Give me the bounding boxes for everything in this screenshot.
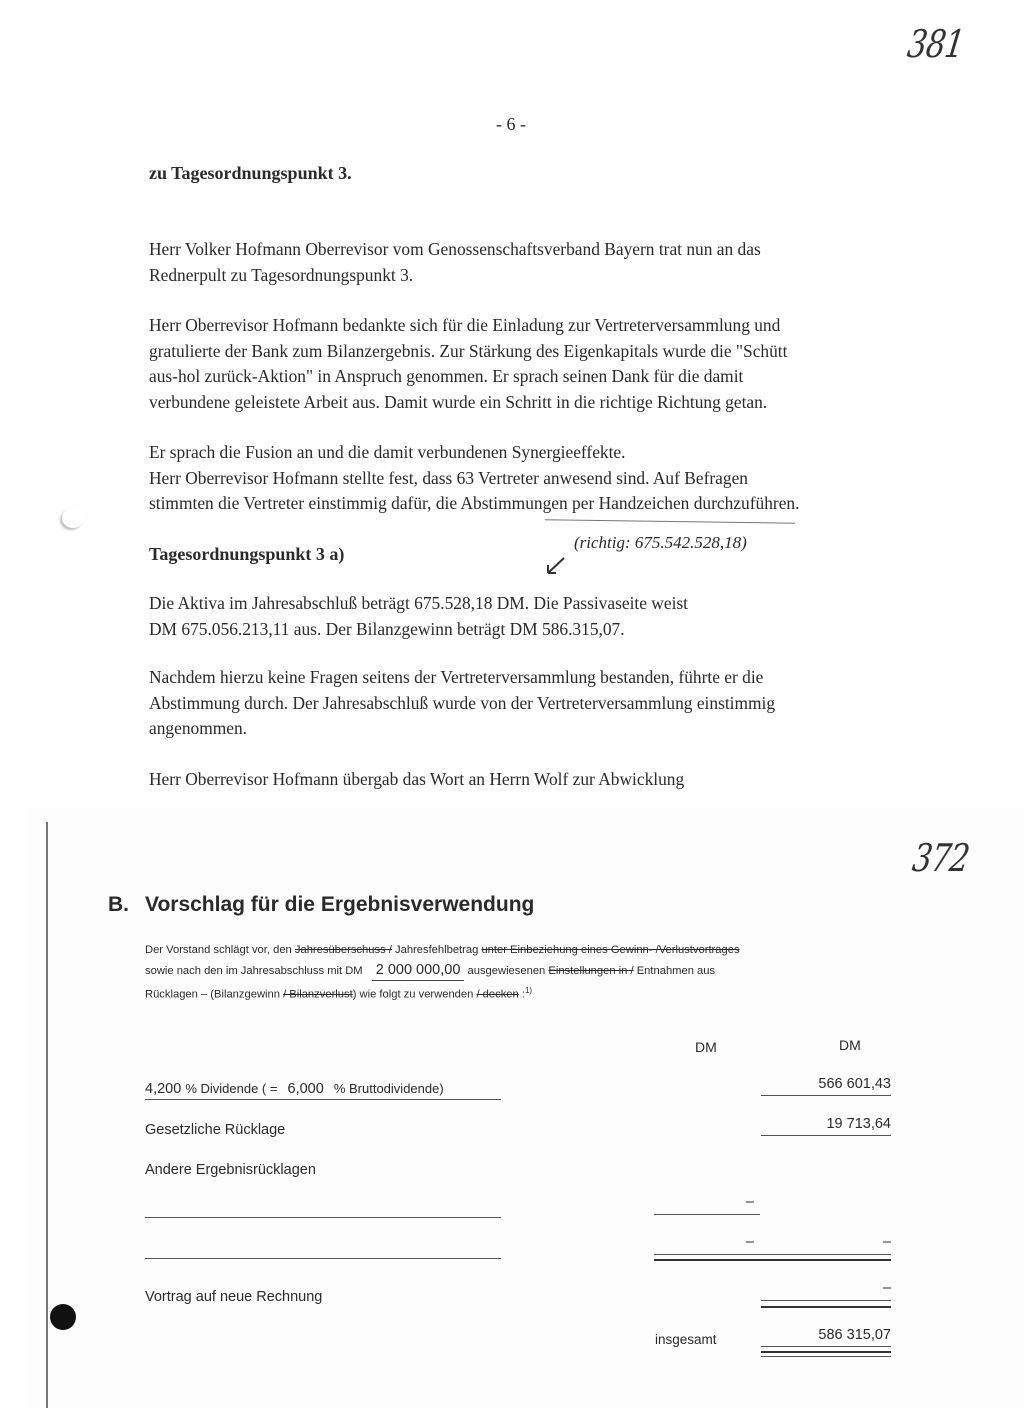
struck-text: Einstellungen in / bbox=[548, 965, 634, 977]
intro-text: sowie nach den im Jahresabschluss mit DM bbox=[145, 965, 366, 977]
section-title: Vorschlag für die Ergebnisverwendung bbox=[145, 893, 535, 916]
amount-underline bbox=[761, 1346, 891, 1347]
text-line: Herr Volker Hofmann Oberrevisor vom Genossenschaftsverband Bayern trat nun an das bbox=[149, 239, 761, 259]
amount-underline bbox=[761, 1095, 891, 1096]
handwritten-underline bbox=[545, 519, 795, 523]
intro-text: ) wie folgt zu verwenden bbox=[352, 988, 477, 1001]
text-line: Die Aktiva im Jahresabschluß beträgt 675.528,18 DM. Die Passivaseite weist bbox=[149, 593, 689, 613]
intro-text: ausgewiesenen bbox=[464, 965, 549, 977]
punch-hole bbox=[62, 508, 84, 528]
intro-line-2 bbox=[145, 960, 740, 981]
intro-text: : bbox=[518, 988, 525, 1001]
amount-underline bbox=[654, 1214, 760, 1215]
amount-double-underline bbox=[654, 1259, 891, 1261]
carry-forward-amount: – bbox=[882, 1280, 891, 1296]
other-reserves-sub1: – bbox=[745, 1194, 754, 1210]
handwritten-folio-number: 381 bbox=[904, 22, 967, 66]
blank-entry-line bbox=[145, 1217, 501, 1218]
text-line: angenommen. bbox=[149, 718, 248, 738]
other-reserves-label: Andere Ergebnisrücklagen bbox=[145, 1162, 316, 1178]
legal-reserve-amount: 19 713,64 bbox=[826, 1116, 891, 1132]
text-line: DM 675.056.213,11 aus. Der Bilanzgewinn beträgt DM 586.315,07. bbox=[149, 618, 625, 639]
dividend-text: % Bruttodividende) bbox=[333, 1081, 444, 1096]
amount-double-underline bbox=[761, 1306, 891, 1308]
text-line: Nachdem hierzu keine Fragen seitens der Vertreterversammlung bestanden, führte er die bbox=[149, 667, 764, 687]
other-reserves-sub2: – bbox=[745, 1234, 754, 1250]
text-line: Herr Oberrevisor Hofmann bedankte sich für die Einladung zur Vertreterversammlung und bbox=[149, 315, 781, 335]
paragraph-handover: Herr Oberrevisor Hofmann übergab das Wort an Herrn Wolf zur Abwicklung bbox=[149, 769, 685, 789]
text-line: verbundene geleistete Arbeit aus. Damit wurde ein Schritt in die richtige Richtung getan. bbox=[149, 391, 768, 412]
column-header-dm-1: DM bbox=[695, 1039, 717, 1055]
text-line: Herr Oberrevisor Hofmann stellte fest, dass 63 Vertreter anwesend sind. Auf Befragen bbox=[149, 467, 748, 488]
ink-blot bbox=[50, 1304, 76, 1330]
legal-reserve-label: Gesetzliche Rücklage bbox=[145, 1122, 286, 1138]
carry-forward-label: Vortrag auf neue Rechnung bbox=[145, 1289, 323, 1305]
paragraph-intro bbox=[149, 237, 761, 288]
intro-text: Der Vorstand schlägt vor, den bbox=[145, 944, 295, 956]
dividend-underline bbox=[145, 1099, 501, 1100]
proposal-intro bbox=[145, 940, 740, 1005]
page-number: - 6 - bbox=[496, 114, 526, 134]
sheet-left-edge bbox=[46, 822, 48, 1408]
amount-double-underline bbox=[761, 1351, 891, 1353]
total-amount: 586 315,07 bbox=[818, 1327, 891, 1343]
paragraph-fusion bbox=[149, 440, 799, 517]
struck-text: unter Einbeziehung eines Gewinn- /Verlustvortrages bbox=[481, 944, 740, 956]
text-line: stimmten die Vertreter einstimmig dafür, die Abstimmungen per Handzeichen durchzuführen. bbox=[149, 493, 800, 513]
section-heading: zu Tagesordnungspunkt 3. bbox=[149, 163, 352, 183]
correction-arrow-icon bbox=[542, 555, 568, 577]
paragraph-thanks bbox=[149, 313, 787, 415]
intro-text: Jahresfehlbetrag bbox=[391, 944, 482, 956]
text-line: Abstimmung durch. Der Jahresabschluß wurde von der Vertreterversammlung einstimmig bbox=[149, 692, 776, 713]
text-line: Er sprach die Fusion an und die damit verbundenen Synergieeffekte. bbox=[149, 442, 626, 462]
dividend-label bbox=[145, 1081, 444, 1097]
intro-line-3 bbox=[145, 981, 740, 1005]
transfer-amount: 2 000 000,00 bbox=[372, 960, 465, 981]
text-line: aus-hol zurück-Aktion" in Anspruch genommen. Er sprach seinen Dank für die damit bbox=[149, 366, 744, 386]
struck-text: / decken bbox=[476, 988, 519, 1001]
column-header-dm-2: DM bbox=[839, 1037, 861, 1053]
amount-underline bbox=[761, 1135, 891, 1136]
amount-underline bbox=[654, 1254, 891, 1255]
struck-text: Jahresüberschuss / bbox=[294, 944, 392, 956]
subheading: Tagesordnungspunkt 3 a) bbox=[149, 544, 345, 564]
financial-statement-sheet bbox=[28, 808, 1024, 1408]
footnote-ref: 1) bbox=[524, 986, 533, 995]
dividend-rate: 4,200 bbox=[145, 1081, 182, 1097]
paragraph-vote bbox=[149, 665, 775, 742]
intro-text: Entnahmen aus bbox=[633, 965, 716, 977]
text-line: Rednerpult zu Tagesordnungspunkt 3. bbox=[149, 264, 414, 285]
amount-underline bbox=[761, 1300, 891, 1301]
intro-text: Rücklagen – (Bilanzgewinn bbox=[145, 988, 284, 1001]
paragraph-balance bbox=[149, 591, 688, 642]
blank-entry-line bbox=[145, 1258, 501, 1259]
gross-dividend-rate: 6,000 bbox=[287, 1081, 324, 1097]
section-letter: B. bbox=[108, 893, 129, 916]
handwritten-folio-number: 372 bbox=[909, 836, 972, 880]
other-reserves-total: – bbox=[882, 1234, 891, 1250]
amount-underline bbox=[761, 1356, 891, 1357]
total-label: insgesamt bbox=[655, 1332, 717, 1347]
intro-line-1 bbox=[145, 940, 740, 960]
text-line: gratulierte der Bank zum Bilanzergebnis. Zur Stärkung des Eigenkapitals wurde die "Schütt bbox=[149, 340, 788, 361]
correction-note: (richtig: 675.542.528,18) bbox=[574, 533, 747, 552]
dividend-amount: 566 601,43 bbox=[818, 1076, 891, 1092]
dividend-text: % Dividende ( = bbox=[185, 1081, 278, 1096]
struck-text: / Bilanzverlust bbox=[283, 988, 353, 1001]
